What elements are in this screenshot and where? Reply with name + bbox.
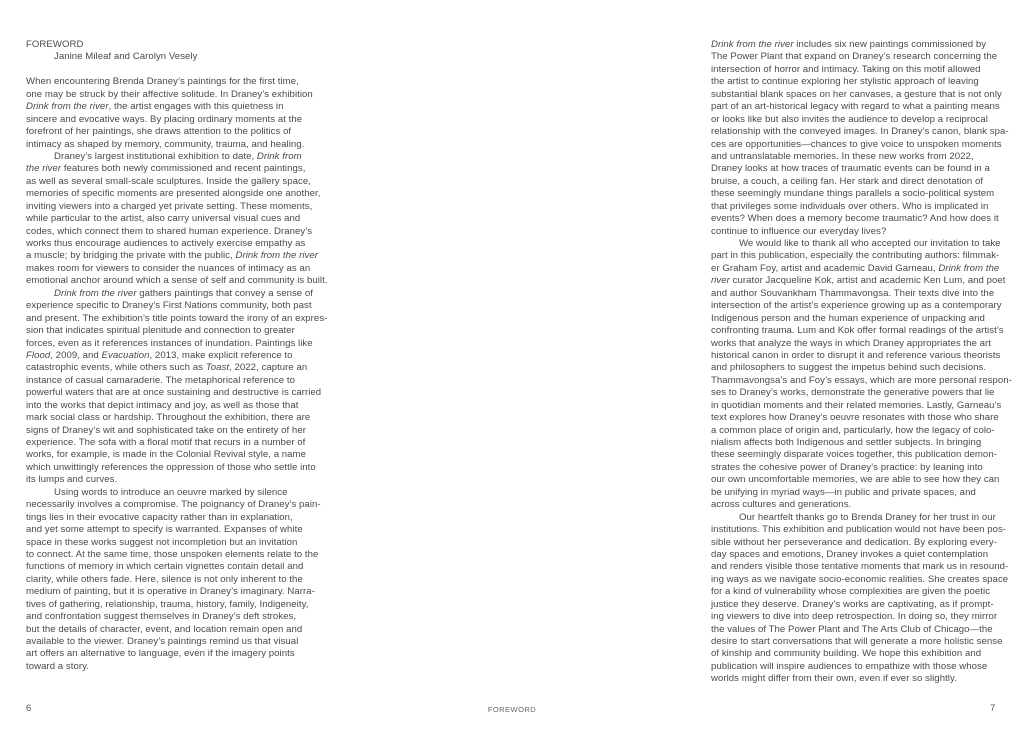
text-run: these seemingly disparate voices together, this publication demon- bbox=[711, 449, 997, 461]
text-line bbox=[26, 512, 326, 524]
text-line bbox=[26, 462, 326, 474]
text-line bbox=[26, 338, 326, 350]
text-run: Using words to introduce an oeuvre marked by silence bbox=[54, 486, 288, 498]
text-run: intersection of the artist’s experience growing up as a contemporary bbox=[711, 300, 1002, 312]
text-run: toward a story. bbox=[26, 660, 89, 672]
text-run: space in these works suggest not incompletion but an invitation bbox=[26, 536, 298, 548]
text-line bbox=[711, 114, 1011, 126]
text-run: signs of Draney’s wit and sophisticated take on the entirety of her bbox=[26, 424, 306, 436]
text-run: one may be struck by their affective solitude. In Draney’s exhibition bbox=[26, 88, 313, 100]
text-line bbox=[711, 636, 1011, 648]
text-run: ing viewers to dive into deep retrospection. In doing so, they mirror bbox=[711, 611, 998, 623]
text-line bbox=[26, 176, 326, 188]
text-line bbox=[711, 362, 1011, 374]
text-run: sincere and evocative ways. By placing ordinary moments at the bbox=[26, 113, 303, 125]
text-line bbox=[26, 250, 326, 262]
text-run: ses to Draney’s works, demonstrate the generative powers that lie bbox=[711, 387, 995, 399]
italic-title: Drink from the river bbox=[711, 39, 794, 50]
text-run: into the works that depict intimacy and joy, as well as those that bbox=[26, 399, 299, 411]
text-line bbox=[26, 599, 326, 611]
text-run: mark social class or hardship. Throughout the exhibition, there are bbox=[26, 412, 311, 424]
text-line bbox=[711, 512, 1011, 524]
text-run: a muscle; by bridging the private with the public, bbox=[26, 250, 236, 262]
text-run: desire to start conversations that will generate a more holistic sense bbox=[711, 636, 1003, 647]
text-line bbox=[711, 139, 1011, 151]
text-run: be unifying in myriad ways—in public and private spaces, and bbox=[711, 486, 976, 498]
text-line bbox=[26, 263, 326, 275]
text-run: as well as several small-scale sculptures. Inside the gallery space, bbox=[26, 175, 311, 187]
text-line bbox=[26, 101, 326, 113]
text-run: functions of memory in which certain vignettes contain detail and bbox=[26, 561, 304, 573]
text-run: text explores how Draney’s oeuvre resonates with those who share bbox=[711, 412, 999, 424]
text-run: forefront of her paintings, she draws attention to the politics of bbox=[26, 126, 292, 138]
text-line bbox=[26, 524, 326, 536]
text-line bbox=[711, 126, 1011, 138]
text-line bbox=[711, 226, 1011, 238]
text-run: but the details of character, event, and location remain open and bbox=[26, 623, 303, 635]
text-line bbox=[711, 76, 1011, 88]
text-line bbox=[711, 537, 1011, 549]
page-number-right: 7 bbox=[990, 703, 996, 714]
italic-title: Toast bbox=[205, 362, 230, 374]
text-line bbox=[26, 238, 326, 250]
text-line bbox=[26, 76, 326, 88]
text-run: substantial blank spaces on her canvases, a gesture that is not only bbox=[711, 88, 1002, 100]
text-run: emotional anchor around which a sense of self and community is built. bbox=[26, 275, 328, 287]
text-run: bruise, a couch, a ceiling fan. Her stark and direct denotation of bbox=[711, 175, 984, 187]
paragraph bbox=[26, 288, 326, 487]
text-line bbox=[711, 412, 1011, 424]
text-line bbox=[26, 226, 326, 238]
text-run: publication will inspire audiences to empathize with those whose bbox=[711, 660, 988, 672]
text-run: , 2013, make explicit reference to bbox=[149, 349, 293, 361]
italic-title: Flood bbox=[26, 349, 51, 361]
text-run: and philosophers to suggest the impetus behind such decisions. bbox=[711, 362, 987, 374]
text-run: sible without her perseverance and dedication. By exploring every- bbox=[711, 536, 997, 548]
text-line bbox=[711, 64, 1011, 76]
text-run: across cultures and generations. bbox=[711, 499, 852, 511]
text-line bbox=[26, 89, 326, 101]
text-run: relationship with the conveyed images. In Draney’s canon, blank spa- bbox=[711, 126, 1009, 138]
text-line bbox=[711, 449, 1011, 461]
text-line bbox=[26, 375, 326, 387]
text-run: clarity, while others fade. Here, silence is not only inherent to the bbox=[26, 573, 303, 585]
text-run: works that analyze the ways in which Draney appropriates the art bbox=[711, 337, 991, 349]
text-run: instance of casual camaraderie. The metaphorical reference to bbox=[26, 374, 295, 386]
text-line bbox=[711, 300, 1011, 312]
text-line bbox=[711, 325, 1011, 337]
text-run: powerful waters that are at once sustaining and destructive is carried bbox=[26, 387, 322, 399]
text-line bbox=[711, 624, 1011, 636]
text-run: the values of The Power Plant and The Arts Club of Chicago—the bbox=[711, 623, 993, 635]
paragraph bbox=[711, 238, 1011, 512]
text-run: and confrontation suggest themselves in Draney’s deft strokes, bbox=[26, 611, 297, 623]
text-line bbox=[711, 400, 1011, 412]
paragraph bbox=[26, 76, 326, 151]
text-run: available to the viewer. Draney’s paintings remind us that visual bbox=[26, 636, 299, 647]
text-line bbox=[26, 661, 326, 673]
text-line bbox=[711, 350, 1011, 362]
italic-title: Evacuation bbox=[101, 349, 150, 361]
text-run: for a kind of vulnerability whose complexities are given the poetic bbox=[711, 586, 991, 598]
text-line bbox=[26, 400, 326, 412]
text-run: gathers paintings that convey a sense of bbox=[136, 287, 314, 299]
left-text-column bbox=[26, 39, 326, 673]
text-run: tings lies in their evocative capacity rather than in explanation, bbox=[26, 511, 293, 523]
text-line bbox=[26, 449, 326, 461]
text-line bbox=[26, 487, 326, 499]
text-run: part in this publication, especially the contributing authors: filmmak- bbox=[711, 250, 1000, 262]
text-line bbox=[26, 549, 326, 561]
text-line bbox=[711, 437, 1011, 449]
text-line bbox=[711, 387, 1011, 399]
text-line bbox=[26, 537, 326, 549]
text-line bbox=[711, 250, 1011, 262]
text-run: catastrophic events, while others such as bbox=[26, 362, 206, 374]
text-line bbox=[26, 574, 326, 586]
text-line bbox=[711, 151, 1011, 163]
text-run: and author Souvankham Thammavongsa. Their texts dive into the bbox=[711, 287, 995, 299]
paragraph bbox=[711, 512, 1011, 686]
text-run: Draney looks at how traces of traumatic events can be found in a bbox=[711, 163, 990, 175]
section-title: FOREWORD bbox=[26, 39, 84, 50]
text-line bbox=[26, 288, 326, 300]
text-run: The Power Plant that expand on Draney’s research concerning the bbox=[711, 51, 998, 63]
text-line bbox=[26, 114, 326, 126]
text-run: memories of specific moments are presented alongside one another, bbox=[26, 188, 321, 200]
text-run: includes six new paintings commissioned by bbox=[793, 39, 987, 50]
text-run: experience specific to Draney’s First Nations community, both past bbox=[26, 300, 312, 312]
text-run: , the artist engages with this quietness in bbox=[108, 101, 284, 113]
text-line bbox=[711, 188, 1011, 200]
text-run: works thus encourage audiences to actively exercise empathy as bbox=[26, 238, 306, 249]
text-run: medium of painting, but it is operative in Draney’s imaginary. Narra- bbox=[26, 586, 315, 598]
text-run: or looks like but also invites the audience to develop a reciprocal bbox=[711, 113, 988, 125]
text-run: works, for example, is made in the Colonial Revival style, a name bbox=[26, 449, 306, 461]
italic-title: Drink from bbox=[256, 150, 302, 162]
text-run: worlds might differ from their own, even if ever so slightly. bbox=[711, 673, 957, 685]
right-body-text bbox=[711, 39, 1011, 686]
text-run: forces, even as it references instances of inundation. Paintings like bbox=[26, 337, 313, 349]
text-line bbox=[711, 673, 1011, 685]
text-line bbox=[711, 524, 1011, 536]
text-line bbox=[711, 163, 1011, 175]
text-line bbox=[26, 201, 326, 213]
text-run: justice they deserve. Draney’s works are captivating, as if prompt- bbox=[711, 598, 994, 610]
text-line bbox=[711, 213, 1011, 225]
text-run: tives of gathering, relationship, trauma, history, family, Indigeneity, bbox=[26, 598, 309, 610]
left-body-text bbox=[26, 76, 326, 673]
text-line bbox=[26, 586, 326, 598]
text-run: confronting trauma. Lum and Kok offer formal readings of the artist’s bbox=[711, 325, 1004, 337]
text-line bbox=[711, 238, 1011, 250]
text-line bbox=[26, 188, 326, 200]
right-page bbox=[512, 0, 1024, 742]
text-run: sion that indicates spiritual plenitude and connection to greater bbox=[26, 325, 295, 337]
text-run: and present. The exhibition’s title points toward the irony of an expres- bbox=[26, 312, 328, 324]
text-run: a common place of origin and, particularly, how the legacy of colo- bbox=[711, 424, 995, 436]
text-run: features both newly commissioned and recent paintings, bbox=[61, 163, 306, 175]
text-line bbox=[26, 387, 326, 399]
text-line bbox=[26, 163, 326, 175]
text-run: Draney’s largest institutional exhibition to date, bbox=[54, 150, 257, 162]
text-run: intersection of horror and intimacy. Taking on this motif allowed bbox=[711, 63, 981, 75]
text-line bbox=[711, 549, 1011, 561]
text-run: inviting viewers into a charged yet private setting. These moments, bbox=[26, 200, 313, 212]
text-run: intimacy as shaped by memory, community, trauma, and healing. bbox=[26, 138, 305, 150]
text-line bbox=[711, 499, 1011, 511]
text-run: and untranslatable memories. In these new works from 2022, bbox=[711, 150, 974, 162]
italic-title: Drink from the bbox=[938, 262, 1000, 274]
text-line bbox=[26, 437, 326, 449]
text-line bbox=[26, 126, 326, 138]
text-run: , 2009, and bbox=[50, 349, 102, 361]
text-line bbox=[26, 350, 326, 362]
authors-byline: Janine Mileaf and Carolyn Vesely bbox=[54, 51, 198, 63]
text-line bbox=[26, 362, 326, 374]
text-line bbox=[26, 636, 326, 648]
text-line bbox=[26, 213, 326, 225]
text-run: events? When does a memory become traumatic? And how does it bbox=[711, 213, 999, 225]
paragraph bbox=[26, 487, 326, 674]
text-run: in quotidian moments and their related memories. Lastly, Garneau’s bbox=[711, 399, 1002, 411]
text-run: historical canon in order to disrupt it and reference various theorists bbox=[711, 349, 1001, 361]
text-run: codes, which connect them to shared human experience. Draney’s bbox=[26, 225, 313, 237]
text-run: curator Jacqueline Kok, artist and academic Ken Lum, and poet bbox=[729, 275, 1006, 287]
text-run: our own uncomfortable memories, we are able to see how they can bbox=[711, 474, 1000, 486]
text-line bbox=[711, 89, 1011, 101]
text-run: part of an art-historical legacy with regard to what a painting means bbox=[711, 101, 1000, 113]
paragraph bbox=[26, 151, 326, 288]
text-line bbox=[711, 474, 1011, 486]
text-line bbox=[711, 648, 1011, 660]
running-footer: FOREWORD bbox=[487, 705, 537, 714]
text-line bbox=[711, 101, 1011, 113]
text-run: strates the cohesive power of Draney’s practice: by leaning into bbox=[711, 461, 983, 473]
text-run: the artist to continue exploring her stylistic approach of leaving bbox=[711, 76, 979, 88]
text-line bbox=[26, 325, 326, 337]
text-line bbox=[711, 51, 1011, 63]
text-run: necessarily involves a compromise. The poignancy of Draney’s pain- bbox=[26, 499, 321, 511]
text-line bbox=[26, 313, 326, 325]
text-run: and yet some attempt to specify is warranted. Expanses of white bbox=[26, 524, 303, 536]
spacer bbox=[26, 64, 326, 76]
right-text-column bbox=[711, 39, 1011, 686]
text-line bbox=[711, 586, 1011, 598]
text-run: makes room for viewers to consider the nuances of intimacy as an bbox=[26, 262, 311, 274]
text-run: institutions. This exhibition and publication would not have been pos- bbox=[711, 524, 1007, 536]
text-line bbox=[711, 375, 1011, 387]
text-line bbox=[26, 561, 326, 573]
text-run: ing ways as we navigate socio-economic realities. She creates space bbox=[711, 573, 1009, 585]
text-run: experience. The sofa with a floral motif that recurs in a number of bbox=[26, 437, 306, 448]
text-line bbox=[711, 661, 1011, 673]
text-line bbox=[26, 412, 326, 424]
text-line bbox=[711, 462, 1011, 474]
text-line bbox=[711, 425, 1011, 437]
text-run: that privileges some individuals over others. Who is implicated in bbox=[711, 200, 989, 212]
text-line bbox=[26, 499, 326, 511]
text-line bbox=[711, 275, 1011, 287]
text-run: When encountering Brenda Draney’s paintings for the first time, bbox=[26, 76, 299, 88]
text-line bbox=[711, 176, 1011, 188]
text-line bbox=[711, 288, 1011, 300]
italic-title: Drink from the river bbox=[54, 287, 137, 299]
text-line bbox=[711, 561, 1011, 573]
italic-title: river bbox=[711, 275, 730, 287]
text-run: er Graham Foy, artist and academic David Garneau, bbox=[711, 262, 939, 274]
text-run: to connect. At the same time, those unspoken elements relate to the bbox=[26, 548, 319, 560]
text-line bbox=[26, 474, 326, 486]
text-run: Thammavongsa’s and Foy’s essays, which are more personal respon- bbox=[711, 374, 1012, 386]
italic-title: Drink from the river bbox=[235, 250, 319, 262]
text-run: art offers an alternative to language, even if the imagery points bbox=[26, 648, 295, 660]
text-line bbox=[711, 611, 1011, 623]
text-line bbox=[711, 201, 1011, 213]
text-run: of kinship and community building. We hope this exhibition and bbox=[711, 648, 982, 660]
text-run: Our heartfelt thanks go to Brenda Draney for her trust in our bbox=[739, 511, 996, 523]
text-line bbox=[26, 275, 326, 287]
italic-title: Drink from the river bbox=[26, 101, 109, 113]
text-line bbox=[711, 574, 1011, 586]
paragraph bbox=[711, 39, 1011, 238]
text-line bbox=[711, 487, 1011, 499]
text-line bbox=[26, 151, 326, 163]
text-line bbox=[26, 624, 326, 636]
italic-title: the river bbox=[26, 163, 62, 175]
text-line bbox=[26, 611, 326, 623]
text-run: continue to influence our everyday lives? bbox=[711, 225, 887, 237]
text-run: We would like to thank all who accepted our invitation to take bbox=[739, 238, 1001, 249]
text-run: ces are opportunities—chances to give voice to unspoken moments bbox=[711, 138, 1002, 150]
text-run: these seemingly mundane things parallels a socio-political system bbox=[711, 188, 995, 200]
text-line bbox=[711, 313, 1011, 325]
text-run: which unwittingly references the oppression of those who settle into bbox=[26, 461, 316, 473]
text-line bbox=[711, 599, 1011, 611]
text-run: while particular to the artist, also carry universal visual cues and bbox=[26, 213, 301, 225]
text-run: its lumps and curves. bbox=[26, 474, 118, 486]
text-run: day spaces and emotions, Draney invokes a quiet contemplation bbox=[711, 548, 989, 560]
text-line bbox=[26, 139, 326, 151]
text-run: Indigenous person and the human experience of unpacking and bbox=[711, 312, 985, 324]
text-line bbox=[711, 338, 1011, 350]
text-run: , 2022, capture an bbox=[229, 362, 308, 374]
text-run: nialism affects both Indigenous and settler subjects. In bringing bbox=[711, 437, 982, 448]
text-run: and renders visible those tentative moments that mark us in resound- bbox=[711, 561, 1009, 573]
text-line bbox=[26, 648, 326, 660]
page-number-left: 6 bbox=[26, 703, 32, 714]
text-line bbox=[711, 263, 1011, 275]
text-line bbox=[26, 300, 326, 312]
text-line bbox=[711, 39, 1011, 51]
text-line bbox=[26, 425, 326, 437]
